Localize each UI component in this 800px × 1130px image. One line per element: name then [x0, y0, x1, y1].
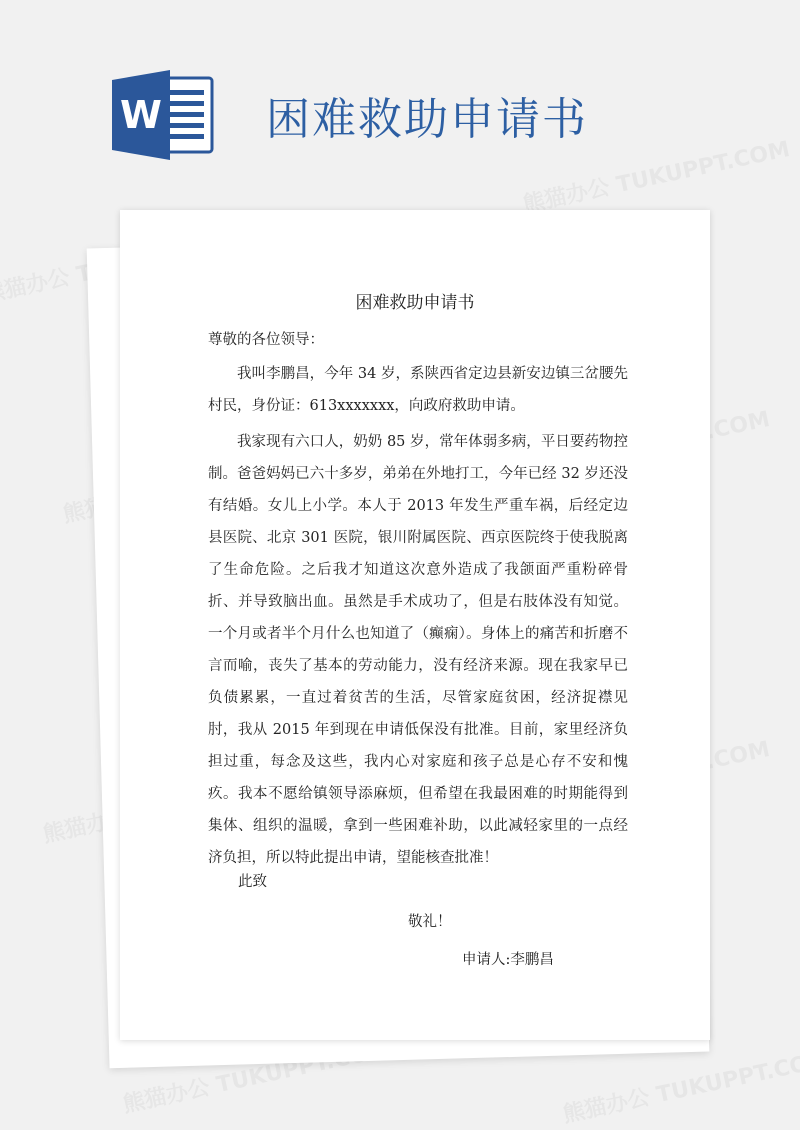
salutation: 尊敬的各位领导：: [208, 332, 324, 348]
paragraph: 我叫李鹏昌，今年 34 岁，系陕西省定边县新安边镇三岔腰先村民，身份证：613xxxxxxx，向政府救助申请。: [208, 366, 628, 414]
document-page: [120, 210, 710, 1040]
word-icon: [112, 70, 214, 160]
watermark: [560, 1042, 800, 1129]
regards: 敬礼！: [408, 914, 452, 930]
document-title: 困难救助申请书: [355, 293, 475, 313]
paragraph: 我家现有六口人，奶奶 85 岁，常年体弱多病，平日要药物控制。爸爸妈妈已六十多岁，弟弟在外地打工，今年已经 32 岁还没有结婚。女儿上小学。本人于 2013 年发生严重车祸，后经定边县医院、北京 301 医院，银川附属医院、西京医院终于使我脱离了生命危险。之后我才知道这次意外造成了我颌面严重粉碎骨折、并导致脑出血。虽然是手术成功了，但是右肢体没有知觉。一个月或者半个月什么也知道了（癫痫）。身体上的痛苦和折磨不言而喻，丧失了基本的劳动能力，没有经济来源。现在我家早已负债累累，一直过着贫苦的生活，尽管家庭贫困，经济捉襟见肘，我从 2015 年到现在申请低保没有批准。目前，家里经济负担过重，每念及这些，我内心对家庭和孩子总是心存不安和愧疚。我本不愿给镇领导添麻烦，但希望在我最困难的时期能得到集体、组织的温暖，拿到一些困难补助，以此减轻家里的一点经济负担，所以特此提出申请，望能核查批准！: [208, 434, 628, 866]
closing: 此致: [238, 874, 267, 890]
applicant-signature: 申请人:李鹏昌: [462, 952, 554, 968]
svg-text:W: W: [120, 93, 162, 137]
page-title: 困难救助申请书: [266, 94, 588, 145]
